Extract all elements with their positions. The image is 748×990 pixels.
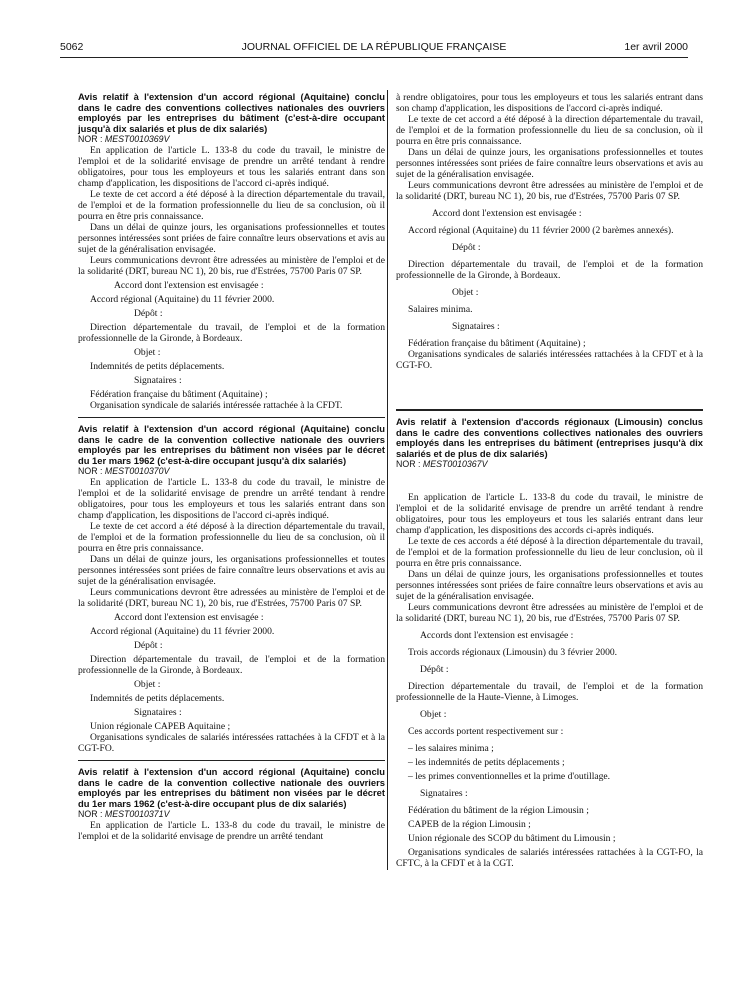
depot-label: Dépôt :: [134, 640, 163, 651]
paragraph: En application de l'article L. 133-8 du code du travail, le ministre de l'emploi et de la solidarité envisage de prendre un arrêté tendant à rendre obligatoires, pour tous les employeurs et tous les salariés entrant dans son champ d'application, les dispositions de l'accord ci-après indiqué.: [78, 477, 385, 521]
signataire: Fédération française du bâtiment (Aquitaine) ;: [408, 338, 586, 349]
journal-title: JOURNAL OFFICIEL DE LA RÉPUBLIQUE FRANÇAISE: [241, 41, 507, 53]
paragraph: Leurs communications devront être adressées au ministère de l'emploi et de la solidarité (DRT, bureau NC 1), 20 bis, rue d'Estrées, 75700 Paris 07 SP.: [396, 602, 703, 624]
accord-value: Accord régional (Aquitaine) du 11 février 2000.: [90, 294, 275, 305]
paragraph: Dans un délai de quinze jours, les organisations professionnelles et toutes personnes intéressées sont priées de faire connaître leurs observations et avis au sujet de la généralisation envisagée.: [78, 222, 385, 255]
objet-item: – les salaires minima ;: [408, 743, 494, 754]
objet-label: Objet :: [134, 679, 161, 690]
depot-label: Dépôt :: [452, 242, 481, 253]
paragraph: Dans un délai de quinze jours, les organisations professionnelles et toutes personnes intéressées sont priées de faire connaître leurs observations et avis au sujet de la généralisation envisagée.: [396, 147, 703, 180]
paragraph: Le texte de cet accord a été déposé à la direction départementale du travail, de l'emploi et de la formation professionnelle du lieu de sa conclusion, où il pourra en être pris connaissance.: [78, 189, 385, 222]
depot-value: Direction départementale du travail, de l'emploi et de la formation professionnelle de la Gironde, à Bordeaux.: [78, 322, 385, 344]
spacer: [396, 470, 703, 492]
notice-title: Avis relatif à l'extension d'accords régionaux (Limousin) conclus dans le cadre des conventions collectives nationales des ouvriers employés dans les entreprises du bâtiment (entreprises jusqu'à dix salariés et de plus de dix salariés): [396, 416, 703, 459]
paragraph: En application de l'article L. 133-8 du code du travail, le ministre de l'emploi et de la solidarité envisage de prendre un arrêté tendant à rendre obligatoires, pour tous les employeurs et tous les salariés entrant dans leur champ d'application, les dispositions des accords ci-après indiqués.: [396, 492, 703, 536]
nor-code: MEST0010371V: [104, 809, 170, 819]
nor-label: NOR :: [78, 466, 103, 476]
paragraph: Le texte de cet accord a été déposé à la direction départementale du travail, de l'emploi et de la formation professionnelle du lieu de sa conclusion, où il pourra en être pris connaissance.: [396, 114, 703, 147]
notice-title: Avis relatif à l'extension d'un accord régional (Aquitaine) conclu dans le cadre de la convention collective nationale des ouvriers employés par les entreprises du bâtiment non visées par le décret du 1er mars 1962 (c'est-à-dire occupant jusqu'à dix salariés): [78, 423, 385, 466]
nor-code: MEST0010370V: [104, 466, 170, 476]
accord-value: Trois accords régionaux (Limousin) du 3 février 2000.: [408, 647, 618, 658]
depot-value: Direction départementale du travail, de l'emploi et de la formation professionnelle de la Haute-Vienne, à Limoges.: [396, 681, 703, 703]
signataires-label: Signataires :: [420, 788, 468, 799]
accord-value: Accord régional (Aquitaine) du 11 février 2000.: [90, 626, 275, 637]
paragraph: Dans un délai de quinze jours, les organisations professionnelles et toutes personnes intéressées sont priées de faire connaître leurs observations et avis au sujet de la généralisation envisagée.: [78, 554, 385, 587]
signataire: Organisations syndicales de salariés intéressées rattachées à la CFDT et à la CGT-FO.: [78, 732, 385, 754]
objet-item: – les primes conventionnelles et la prime d'outillage.: [408, 771, 611, 782]
signataire: Organisations syndicales de salariés intéressées rattachées à la CFDT et à la CGT-FO.: [396, 349, 703, 371]
depot-value: Direction départementale du travail, de l'emploi et de la formation professionnelle de la Gironde, à Bordeaux.: [396, 259, 703, 281]
paragraph: Le texte de ces accords a été déposé à la direction départementale du travail, de l'emploi et de la formation professionnelle du lieu de leur conclusion, où il pourra en être pris connaissance.: [396, 536, 703, 569]
nor-reference: [396, 459, 703, 470]
signataire: CAPEB de la région Limousin ;: [408, 819, 531, 830]
objet-item: – les indemnités de petits déplacements ;: [408, 757, 565, 768]
section-divider: [78, 417, 385, 418]
depot-label: Dépôt :: [134, 308, 163, 319]
signataire: Fédération française du bâtiment (Aquitaine) ;: [90, 389, 268, 400]
objet-value: Indemnités de petits déplacements.: [90, 361, 225, 372]
notice-title: Avis relatif à l'extension d'un accord régional (Aquitaine) conclu dans le cadre de la convention collective nationale des ouvriers employés par les entreprises du bâtiment non visées par le décret du 1er mars 1962 (c'est-à-dire occupant plus de dix salariés): [78, 766, 385, 809]
objet-label: Objet :: [452, 287, 479, 298]
page-number: 5062: [60, 41, 84, 53]
signataires-label: Signataires :: [452, 321, 500, 332]
paragraph: Leurs communications devront être adressées au ministère de l'emploi et de la solidarité (DRT, bureau NC 1), 20 bis, rue d'Estrées, 75700 Paris 07 SP.: [396, 180, 703, 202]
accord-label: Accords dont l'extension est envisagée :: [420, 630, 574, 641]
nor-reference: [78, 809, 385, 820]
issue-date: 1er avril 2000: [624, 41, 688, 53]
objet-intro: Ces accords portent respectivement sur :: [408, 726, 564, 737]
nor-code: MEST0010369V: [104, 134, 170, 144]
page-header: [60, 41, 688, 57]
signataire: Union régionale des SCOP du bâtiment du Limousin ;: [408, 833, 616, 844]
paragraph: Dans un délai de quinze jours, les organisations professionnelles et toutes personnes intéressées sont priées de faire connaître leurs observations et avis au sujet de la généralisation envisagée.: [396, 569, 703, 602]
header-rule: [60, 57, 688, 58]
paragraph: Leurs communications devront être adressées au ministère de l'emploi et de la solidarité (DRT, bureau NC 1), 20 bis, rue d'Estrées, 75700 Paris 07 SP.: [78, 255, 385, 277]
nor-code: MEST0010367V: [422, 459, 488, 469]
nor-label: NOR :: [78, 134, 103, 144]
section-divider: [396, 409, 703, 411]
nor-reference: [78, 134, 385, 145]
paragraph: Leurs communications devront être adressées au ministère de l'emploi et de la solidarité (DRT, bureau NC 1), 20 bis, rue d'Estrées, 75700 Paris 07 SP.: [78, 587, 385, 609]
signataire: Organisation syndicale de salariés intéressée rattachée à la CFDT.: [90, 400, 343, 411]
objet-label: Objet :: [134, 347, 161, 358]
signataires-label: Signataires :: [134, 375, 182, 386]
accord-label: Accord dont l'extension est envisagée :: [114, 280, 264, 291]
column-divider: [387, 90, 388, 870]
paragraph: à rendre obligatoires, pour tous les employeurs et tous les salariés entrant dans son champ d'application, les dispositions de l'accord ci-après indiqué.: [396, 92, 703, 114]
nor-label: NOR :: [78, 809, 103, 819]
accord-value: Accord régional (Aquitaine) du 11 février 2000 (2 barèmes annexés).: [408, 225, 674, 236]
objet-label: Objet :: [420, 709, 447, 720]
depot-value: Direction départementale du travail, de l'emploi et de la formation professionnelle de la Gironde, à Bordeaux.: [78, 654, 385, 676]
signataire: Fédération du bâtiment de la région Limousin ;: [408, 805, 589, 816]
objet-value: Salaires minima.: [408, 304, 473, 315]
left-column: [78, 92, 385, 842]
nor-reference: [78, 466, 385, 477]
signataire: Organisations syndicales de salariés intéressées rattachées à la CGT-FO, la CFTC, à la CFDT et à la CGT.: [396, 847, 703, 869]
nor-label: NOR :: [396, 459, 421, 469]
accord-label: Accord dont l'extension est envisagée :: [114, 612, 264, 623]
signataires-label: Signataires :: [134, 707, 182, 718]
objet-value: Indemnités de petits déplacements.: [90, 693, 225, 704]
notice-title: Avis relatif à l'extension d'un accord régional (Aquitaine) conclu dans le cadre des conventions collectives nationales des ouvriers employés par les entreprises du bâtiment (c'est-à-dire occupant jusqu'à dix salariés et plus de dix salariés): [78, 91, 385, 134]
paragraph: En application de l'article L. 133-8 du code du travail, le ministre de l'emploi et de la solidarité envisage de prendre un arrêté tendant à rendre obligatoires, pour tous les employeurs et tous les salariés entrant dans son champ d'application, les dispositions de l'accord ci-après indiqué.: [78, 145, 385, 189]
section-divider: [78, 760, 385, 761]
right-column: [396, 92, 703, 869]
paragraph: En application de l'article L. 133-8 du code du travail, le ministre de l'emploi et de la solidarité envisage de prendre un arrêté tendant: [78, 820, 385, 842]
depot-label: Dépôt :: [420, 664, 449, 675]
signataire: Union régionale CAPEB Aquitaine ;: [90, 721, 231, 732]
paragraph: Le texte de cet accord a été déposé à la direction départementale du travail, de l'emploi et de la formation professionnelle du lieu de sa conclusion, où il pourra en être pris connaissance.: [78, 521, 385, 554]
accord-label: Accord dont l'extension est envisagée :: [432, 208, 582, 219]
